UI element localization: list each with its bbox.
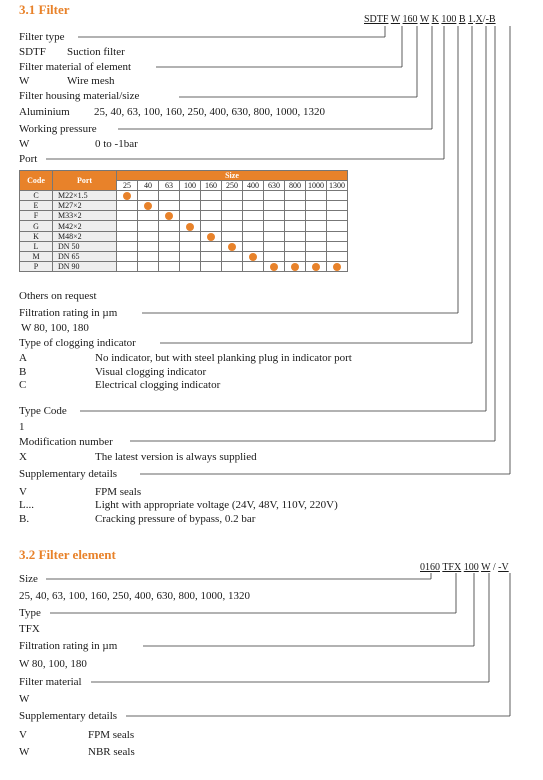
element-supplementary-abbr: W bbox=[19, 746, 30, 758]
filter-order-code: SDTF W 160 W K 100 B 1.X/-B bbox=[364, 14, 496, 25]
port-code: E bbox=[20, 201, 53, 211]
size-column-header: 40 bbox=[138, 181, 159, 191]
element-material-value: W bbox=[19, 693, 30, 705]
code-segment: -B bbox=[485, 14, 496, 25]
port-thread: DN 50 bbox=[53, 241, 117, 251]
element-rating-label: Filtration rating in µm bbox=[19, 640, 118, 652]
housing-sizes: 25, 40, 63, 100, 160, 250, 400, 630, 800, 1000, 1320 bbox=[94, 106, 325, 118]
clogging-desc: Electrical clogging indicator bbox=[95, 379, 221, 391]
filter-material-desc: Wire mesh bbox=[67, 75, 115, 87]
filter-type-label: Filter type bbox=[19, 31, 65, 43]
type-code-value: 1 bbox=[19, 421, 25, 433]
port-thread: M48×2 bbox=[53, 231, 117, 241]
supplementary-abbr: V bbox=[19, 486, 27, 498]
clogging-abbr: A bbox=[19, 352, 27, 364]
port-code: G bbox=[20, 221, 53, 231]
supplementary-label: Supplementary details bbox=[19, 468, 118, 480]
port-label: Port bbox=[19, 153, 38, 165]
supplementary-abbr: L... bbox=[19, 499, 34, 511]
type-code-label: Type Code bbox=[19, 405, 67, 417]
code-segment: TFX bbox=[442, 562, 462, 573]
size-column-header: 1000 bbox=[306, 181, 327, 191]
port-table-code-header: Code bbox=[20, 171, 53, 191]
size-column-header: 63 bbox=[159, 181, 180, 191]
element-type-value: TFX bbox=[19, 623, 40, 635]
code-segment: 100 bbox=[441, 14, 457, 25]
modification-desc: The latest version is always supplied bbox=[95, 451, 257, 463]
size-column-header: 25 bbox=[117, 181, 138, 191]
code-segment: X bbox=[475, 14, 483, 25]
port-code: M bbox=[20, 251, 53, 261]
code-segment: W bbox=[481, 562, 491, 573]
element-type-label: Type bbox=[19, 607, 41, 619]
modification-label: Modification number bbox=[19, 436, 113, 448]
size-column-header: 800 bbox=[285, 181, 306, 191]
filter-material-abbr: W bbox=[19, 75, 30, 87]
pressure-abbr: W bbox=[19, 138, 30, 150]
size-column-header: 1300 bbox=[327, 181, 348, 191]
pressure-label: Working pressure bbox=[19, 123, 97, 135]
port-code: C bbox=[20, 191, 53, 201]
size-column-header: 250 bbox=[222, 181, 243, 191]
code-segment: W bbox=[419, 14, 430, 25]
size-column-header: 160 bbox=[201, 181, 222, 191]
rating-value: W 80, 100, 180 bbox=[21, 322, 89, 334]
supplementary-desc: FPM seals bbox=[95, 486, 142, 498]
port-table-size-header: Size bbox=[117, 171, 348, 181]
clogging-label: Type of clogging indicator bbox=[19, 337, 136, 349]
section-heading-filter: 3.1 Filter bbox=[19, 2, 70, 17]
supplementary-desc: Cracking pressure of bypass, 0.2 bar bbox=[95, 513, 256, 525]
clogging-abbr: C bbox=[19, 379, 27, 391]
element-material-label: Filter material bbox=[19, 676, 82, 688]
element-supplementary-label: Supplementary details bbox=[19, 710, 118, 722]
port-thread: M33×2 bbox=[53, 211, 117, 221]
rating-label: Filtration rating in µm bbox=[19, 307, 118, 319]
modification-abbr: X bbox=[19, 451, 27, 463]
code-segment: B bbox=[458, 14, 466, 25]
element-rating-value: W 80, 100, 180 bbox=[19, 658, 87, 670]
element-size-label: Size bbox=[19, 573, 38, 585]
code-segment: 160 bbox=[402, 14, 418, 25]
filter-type-desc: Suction filter bbox=[67, 46, 125, 58]
clogging-desc: No indicator, but with steel planking plug in indicator port bbox=[95, 352, 352, 364]
port-code: L bbox=[20, 241, 53, 251]
port-note: Others on request bbox=[19, 290, 97, 302]
port-thread: DN 90 bbox=[53, 262, 117, 272]
size-column-header: 400 bbox=[243, 181, 264, 191]
size-column-header: 630 bbox=[264, 181, 285, 191]
size-column-header: 100 bbox=[180, 181, 201, 191]
housing-label: Filter housing material/size bbox=[19, 90, 140, 102]
port-thread: M27×2 bbox=[53, 201, 117, 211]
code-segment: K bbox=[431, 14, 439, 25]
port-thread: M22×1.5 bbox=[53, 191, 117, 201]
code-segment: 0160 bbox=[420, 562, 440, 573]
code-segment: SDTF bbox=[364, 14, 389, 25]
code-segment: -V bbox=[498, 562, 509, 573]
element-order-code: 0160 TFX 100 W / -V bbox=[420, 562, 509, 573]
filter-type-abbr: SDTF bbox=[19, 46, 46, 58]
element-supplementary-abbr: V bbox=[19, 729, 27, 741]
port-code: F bbox=[20, 211, 53, 221]
pressure-desc: 0 to -1bar bbox=[95, 138, 138, 150]
element-size-value: 25, 40, 63, 100, 160, 250, 400, 630, 800, 1000, 1320 bbox=[19, 590, 250, 602]
code-segment: 100 bbox=[463, 562, 479, 573]
section-heading-element: 3.2 Filter element bbox=[19, 547, 116, 562]
housing-abbr: Aluminium bbox=[19, 106, 70, 118]
element-supplementary-desc: NBR seals bbox=[88, 746, 135, 758]
port-code: P bbox=[20, 262, 53, 272]
port-thread: DN 65 bbox=[53, 251, 117, 261]
code-segment: W bbox=[390, 14, 401, 25]
port-table-port-header: Port bbox=[53, 171, 117, 191]
port-code: K bbox=[20, 231, 53, 241]
port-thread: M42×2 bbox=[53, 221, 117, 231]
filter-material-label: Filter material of element bbox=[19, 61, 132, 73]
supplementary-desc: Light with appropriate voltage (24V, 48V, 110V, 220V) bbox=[95, 499, 338, 511]
supplementary-abbr: B. bbox=[19, 513, 30, 525]
element-supplementary-desc: FPM seals bbox=[88, 729, 135, 741]
clogging-desc: Visual clogging indicator bbox=[95, 366, 207, 378]
code-segment: 1 bbox=[468, 14, 474, 25]
clogging-abbr: B bbox=[19, 366, 27, 378]
